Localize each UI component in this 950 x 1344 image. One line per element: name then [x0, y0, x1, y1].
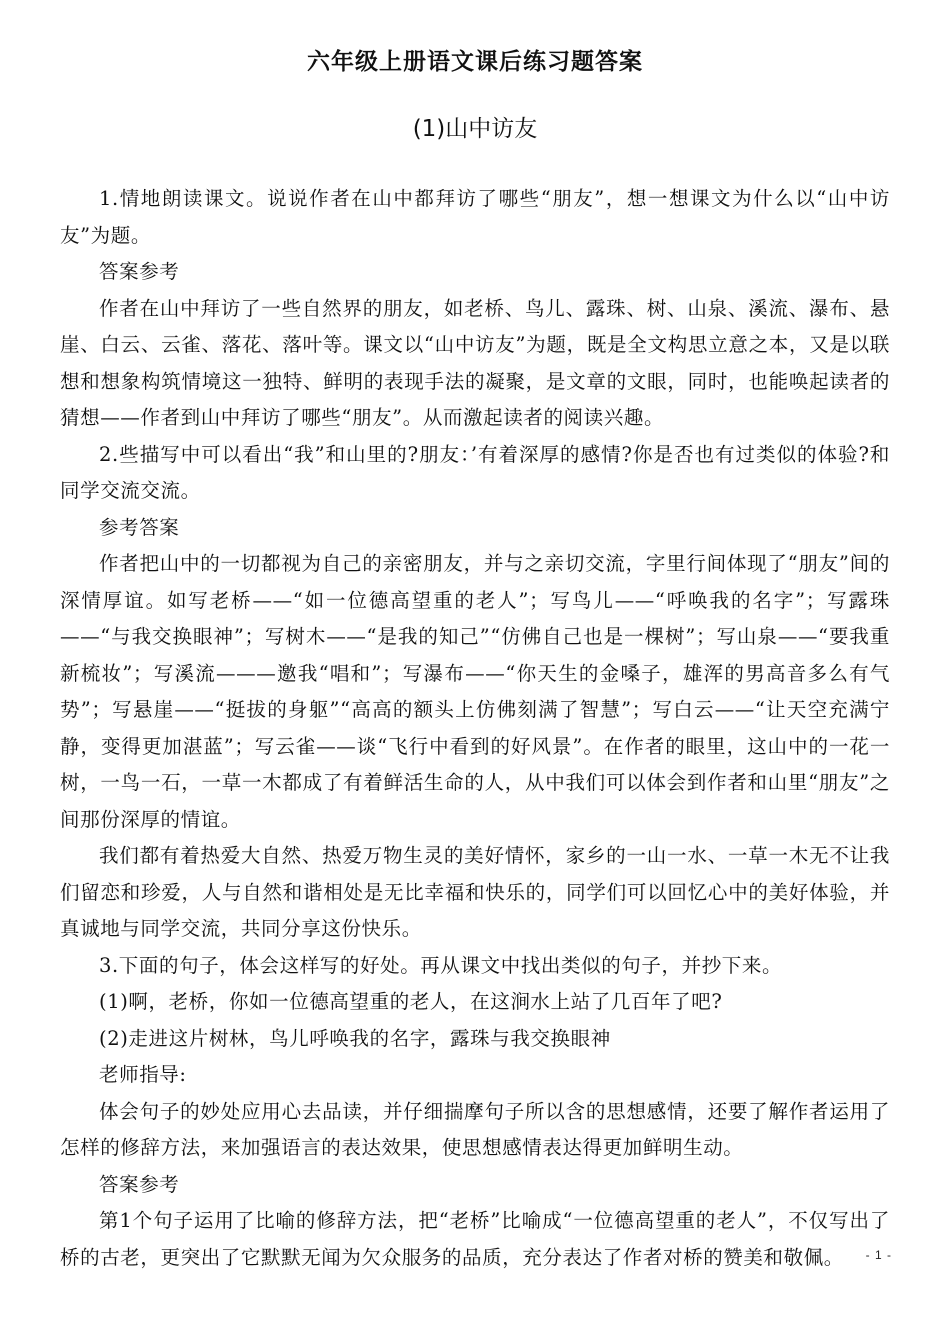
- answer-paragraph: 作者在山中拜访了一些自然界的朋友，如老桥、鸟儿、露珠、树、山泉、溪流、瀑布、悬崖、白云、云雀、落花、落叶等。课文以“山中访友”为题，既是全文构思立意之本，又是以联想和想象构筑情境这一独特、鲜明的表现手法的凝聚，是文章的文眼，同时，也能唤起读者的猜想——作者到山中拜访了哪些“朋友”。从而激起读者的阅读兴趣。: [60, 296, 890, 429]
- question-3: 3.下面的句子，体会这样写的好处。再从课文中找出类似的句子，并抄下来。: [99, 953, 783, 977]
- answer-heading: 答案参考: [99, 1172, 180, 1196]
- answer-heading: 参考答案: [99, 515, 180, 539]
- lesson-title: (1)山中访友: [412, 116, 538, 142]
- document-body: [60, 181, 890, 1276]
- teacher-guidance-heading: 老师指导:: [99, 1063, 187, 1086]
- answer-heading: 答案参考: [99, 260, 180, 283]
- answer-paragraph: 作者把山中的一切都视为自己的亲密朋友，并与之亲切交流，字里行间体现了“朋友”间的深情厚谊。如写老桥——“如一位德高望重的老人”；写鸟儿——“呼唤我的名字”；写露珠——“与我交换眼神”；写树木——“是我的知己”“仿佛自己也是一棵树”；写山泉——“要我重新梳妆”；写溪流———邀我“唱和”；写瀑布——“你天生的金嗓子，雄浑的男高音多么有气势”；写悬崖——“挺拔的身躯”“高高的额头上仿佛刻满了智慧”；写白云——“让天空充满宁静，变得更加湛蓝”；写云雀——谈“飞行中看到的好风景”。在作者的眼里，这山中的一花一树，一鸟一石，一草一木都成了有着鲜活生命的人，从中我们可以体会到作者和山里“朋友”之间那份深厚的情谊。: [60, 552, 890, 831]
- teacher-guidance-paragraph: 体会句子的妙处应用心去品读，并仔细揣摩句子所以含的思想感情，还要了解作者运用了怎样的修辞方法，来加强语言的表达效果，使思想感情表达得更加鲜明生动。: [60, 1099, 890, 1159]
- example-sentence-2: (2)走进这片树林，鸟儿呼唤我的名字，露珠与我交换眼神: [99, 1026, 611, 1050]
- document-title: 六年级上册语文课后练习题答案: [307, 49, 643, 75]
- answer-paragraph: 第1个句子运用了比喻的修辞方法，把“老桥”比喻成“一位德高望重的老人”，不仅写出了桥的古老，更突出了它默默无闻为欠众服务的品质，充分表达了作者对桥的赞美和敬佩。: [60, 1209, 890, 1269]
- example-sentence-1: (1)啊，老桥，你如一位德高望重的老人，在这涧水上站了几百年了吧?: [99, 990, 723, 1013]
- question-2: 2.些描写中可以看出“我”和山里的?朋友：’有着深厚的感情?你是否也有过类似的体验?和同学交流交流。: [60, 442, 890, 502]
- question-1: 1.情地朗读课文。说说作者在山中都拜访了哪些“朋友”，想一想课文为什么以“山中访友”为题。: [60, 187, 890, 247]
- page-number: - 1 -: [865, 1248, 892, 1262]
- answer-paragraph: 我们都有着热爱大自然、热爱万物生灵的美好情怀，家乡的一山一水、一草一木无不让我们留恋和珍爱，人与自然和谐相处是无比幸福和快乐的，同学们可以回忆心中的美好体验，并真诚地与同学交流，共同分享这份快乐。: [60, 844, 890, 940]
